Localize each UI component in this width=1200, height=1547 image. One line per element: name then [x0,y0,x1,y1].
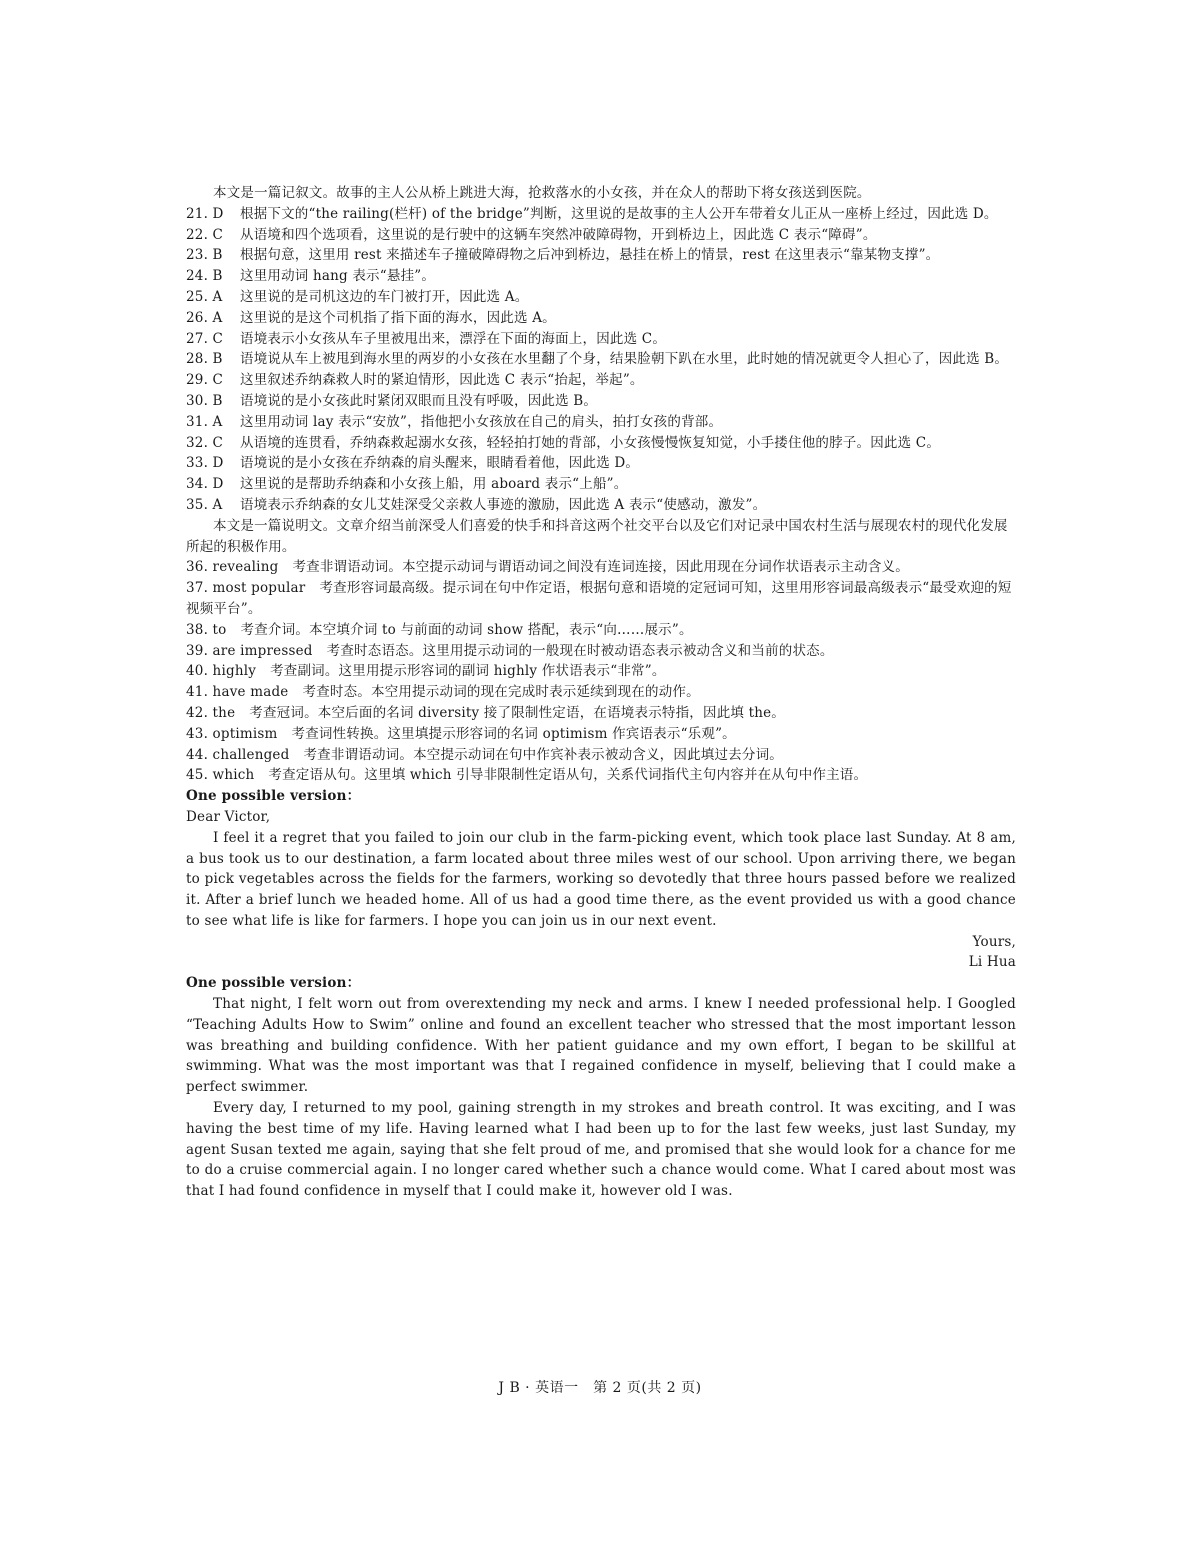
answer-item [186,266,1016,287]
answer-item [186,370,1016,391]
answer-number: 45. which [186,767,255,784]
answer-item [186,620,1016,641]
answer-item [186,245,1016,266]
answer-item [186,724,1016,745]
letter-signature: Li Hua [968,954,1016,971]
answer-item [186,287,1016,308]
answer-number: 35. A [186,496,223,513]
answer-item [186,703,1016,724]
answer-number: 32. C [186,434,224,451]
answer-number: 27. C [186,330,224,347]
answer-item [186,495,1016,516]
answer-number: 22. C [186,226,224,243]
letter-salutation: Dear Victor, [186,808,271,825]
answer-number: 44. challenged [186,746,290,763]
answer-explanation: 考查时态语态。这里用提示动词的一般现在时被动语态表示被动含义和当前的状态。 [326,642,834,659]
answer-explanation: 根据下文的“the railing(栏杆) of the bridge”判断，这里说的是故事的主人公开车带着女儿正从一座桥上经过，因此选 D。 [240,205,998,222]
answer-number: 23. B [186,247,223,264]
answer-item [186,578,1016,620]
answer-item [186,308,1016,329]
answer-explanation: 这里说的是帮助乔纳森和小女孩上船，用 aboard 表示“上船”。 [240,476,628,493]
answer-item [186,204,1016,225]
answer-explanation: 这里说的是这个司机指了指下面的海水，因此选 A。 [240,309,556,326]
answer-item [186,765,1016,786]
answer-number: 36. revealing [186,559,279,576]
answer-explanation: 考查介词。本空填介词 to 与前面的动词 show 搭配，表示“向……展示”。 [240,621,693,638]
answer-number: 38. to [186,621,227,638]
writing-sample-letter [186,786,1016,973]
answer-explanation: 这里用动词 lay 表示“安放”，指他把小女孩放在自己的肩头，拍打女孩的背部。 [240,413,723,430]
answer-number: 30. B [186,392,223,409]
answer-explanation: 语境说从车上被甩到海水里的两岁的小女孩在水里翻了个身，结果脸朝下趴在水里，此时她的情况就更令人担心了，因此选 B。 [240,351,1009,368]
answer-item [186,412,1016,433]
page-footer: J B · 英语一 第 2 页(共 2 页) [498,1380,702,1396]
answer-item [186,349,1016,370]
answer-number: 31. A [186,413,223,430]
answer-explanation: 语境表示乔纳森的女儿艾娃深受父亲救人事迹的激励，因此选 A 表示“使感动，激发”。 [240,496,767,513]
section1-intro: 本文是一篇记叙文。故事的主人公从桥上跳进大海，抢救落水的小女孩，并在众人的帮助下将女孩送到医院。 [213,185,871,201]
answer-explanation: 语境表示小女孩从车子里被甩出来，漂浮在下面的海面上，因此选 C。 [240,330,667,347]
answer-item [186,391,1016,412]
answer-explanation: 考查冠词。本空后面的名词 diversity 接了限制性定语，在语境表示特指，因此填 the。 [249,704,785,721]
answer-item [186,329,1016,350]
answer-item [186,641,1016,662]
answer-explanation: 根据句意，这里用 rest 来描述车子撞破障碍物之后冲到桥边，悬挂在桥上的情景，rest 在这里表示“靠某物支撑”。 [240,247,940,264]
answer-number: 33. D [186,455,224,472]
answer-item [186,433,1016,454]
answer-number: 26. A [186,309,223,326]
answer-number: 34. D [186,476,224,493]
answer-number: 43. optimism [186,725,278,742]
answer-explanation: 语境说的是小女孩此时紧闭双眼而且没有呼吸，因此选 B。 [240,392,598,409]
answer-explanation: 这里说的是司机这边的车门被打开，因此选 A。 [240,288,529,305]
answer-item [186,225,1016,246]
sample-heading: One possible version： [186,975,361,992]
answer-explanation: 这里叙述乔纳森救人时的紧迫情形，因此选 C 表示“抬起，举起”。 [240,372,644,389]
answer-explanation: 考查词性转换。这里填提示形容词的名词 optimism 作宾语表示“乐观”。 [291,725,736,742]
answer-explanation: 考查非谓语动词。本空提示动词在句中作宾补表示被动含义，因此填过去分词。 [303,746,783,763]
answer-number: 21. D [186,205,224,222]
answer-number: 25. A [186,288,223,305]
section1-answer-list [186,204,1016,516]
answer-explanation: 从语境和四个选项看，这里说的是行驶中的这辆车突然冲破障碍物，开到桥边上，因此选 C 表示“障碍”。 [240,226,877,243]
writing-sample-continuation [186,973,1016,1202]
section2-intro: 本文是一篇说明文。文章介绍当前深受人们喜爱的快手和抖音这两个社交平台以及它们对记录中国农村生活与展现农村的现代化发展所起的积极作用。 [186,517,1008,555]
answer-explanation: 考查形容词最高级。提示词在句中作定语，根据句意和语境的定冠词可知，这里用形容词最高级表示“最受欢迎的短视频平台”。 [186,580,1012,617]
answer-number: 42. the [186,704,236,721]
answer-explanation: 语境说的是小女孩在乔纳森的肩头醒来，眼睛看着他，因此选 D。 [240,455,640,472]
answer-explanation: 考查定语从句。这里填 which 引导非限制性定语从句，关系代词指代主句内容并在从句中作主语。 [268,767,868,784]
sample-heading: One possible version： [186,788,361,805]
letter-closing: Yours, [972,933,1016,950]
answer-number: 41. have made [186,684,289,701]
answer-explanation: 考查副词。这里用提示形容词的副词 highly 作状语表示“非常”。 [270,663,666,680]
answer-item [186,745,1016,766]
answer-number: 40. highly [186,663,257,680]
continuation-paragraph-2: Every day, I returned to my pool, gaining strength in my strokes and breath control. It was exciting, and I was having the best time of my life. Having learned what I had been up to for the last few weeks, just last Sunday, my agent Susan texted me again, saying that she felt proud of me, and promised that she would look for a chance for me to do a cruise commercial again. I no longer cared whether such a chance would come. What I cared about most was that I had found confidence in myself that I could make it, however old I was. [186,1100,1016,1200]
answer-item [186,557,1016,578]
answer-explanation: 从语境的连贯看，乔纳森救起溺水女孩，轻轻拍打她的背部，小女孩慢慢恢复知觉，小手搂住他的脖子。因此选 C。 [240,434,941,451]
letter-body: I feel it a regret that you failed to join our club in the farm-picking event, which took place last Sunday. At 8 am, a bus took us to our destination, a farm located about three miles west of our school. Upon arriving there, we began to pick vegetables across the fields for the farmers, working so devotedly that three hours passed before we realized it. After a brief lunch we headed home. All of us had a good time there, as the event provided us with a good chance to see what life is like for farmers. I hope you can join us in our next event. [186,829,1016,929]
answer-number: 24. B [186,268,223,285]
answer-number: 28. B [186,351,223,368]
answer-item [186,474,1016,495]
answer-number: 37. most popular [186,580,306,597]
answer-explanation: 考查时态。本空用提示动词的现在完成时表示延续到现在的动作。 [302,684,700,701]
answer-item [186,453,1016,474]
answer-item [186,661,1016,682]
answer-sheet [186,183,1016,1202]
section2-answer-list [186,557,1016,786]
answer-explanation: 这里用动词 hang 表示“悬挂”。 [240,268,436,285]
answer-item [186,682,1016,703]
answer-explanation: 考查非谓语动词。本空提示动词与谓语动词之间没有连词连接，因此用现在分词作状语表示主动含义。 [292,559,909,576]
answer-number: 39. are impressed [186,642,313,659]
continuation-paragraph-1: That night, I felt worn out from overextending my neck and arms. I knew I needed professional help. I Googled “Teaching Adults How to Swim” online and found an excellent teacher who stressed that the most important lesson was breathing and building confidence. With her patient guidance and my own effort, I began to be skillful at swimming. What was the most important was that I regained confidence in myself, believing that I could make a perfect swimmer. [186,996,1016,1096]
answer-number: 29. C [186,372,224,389]
